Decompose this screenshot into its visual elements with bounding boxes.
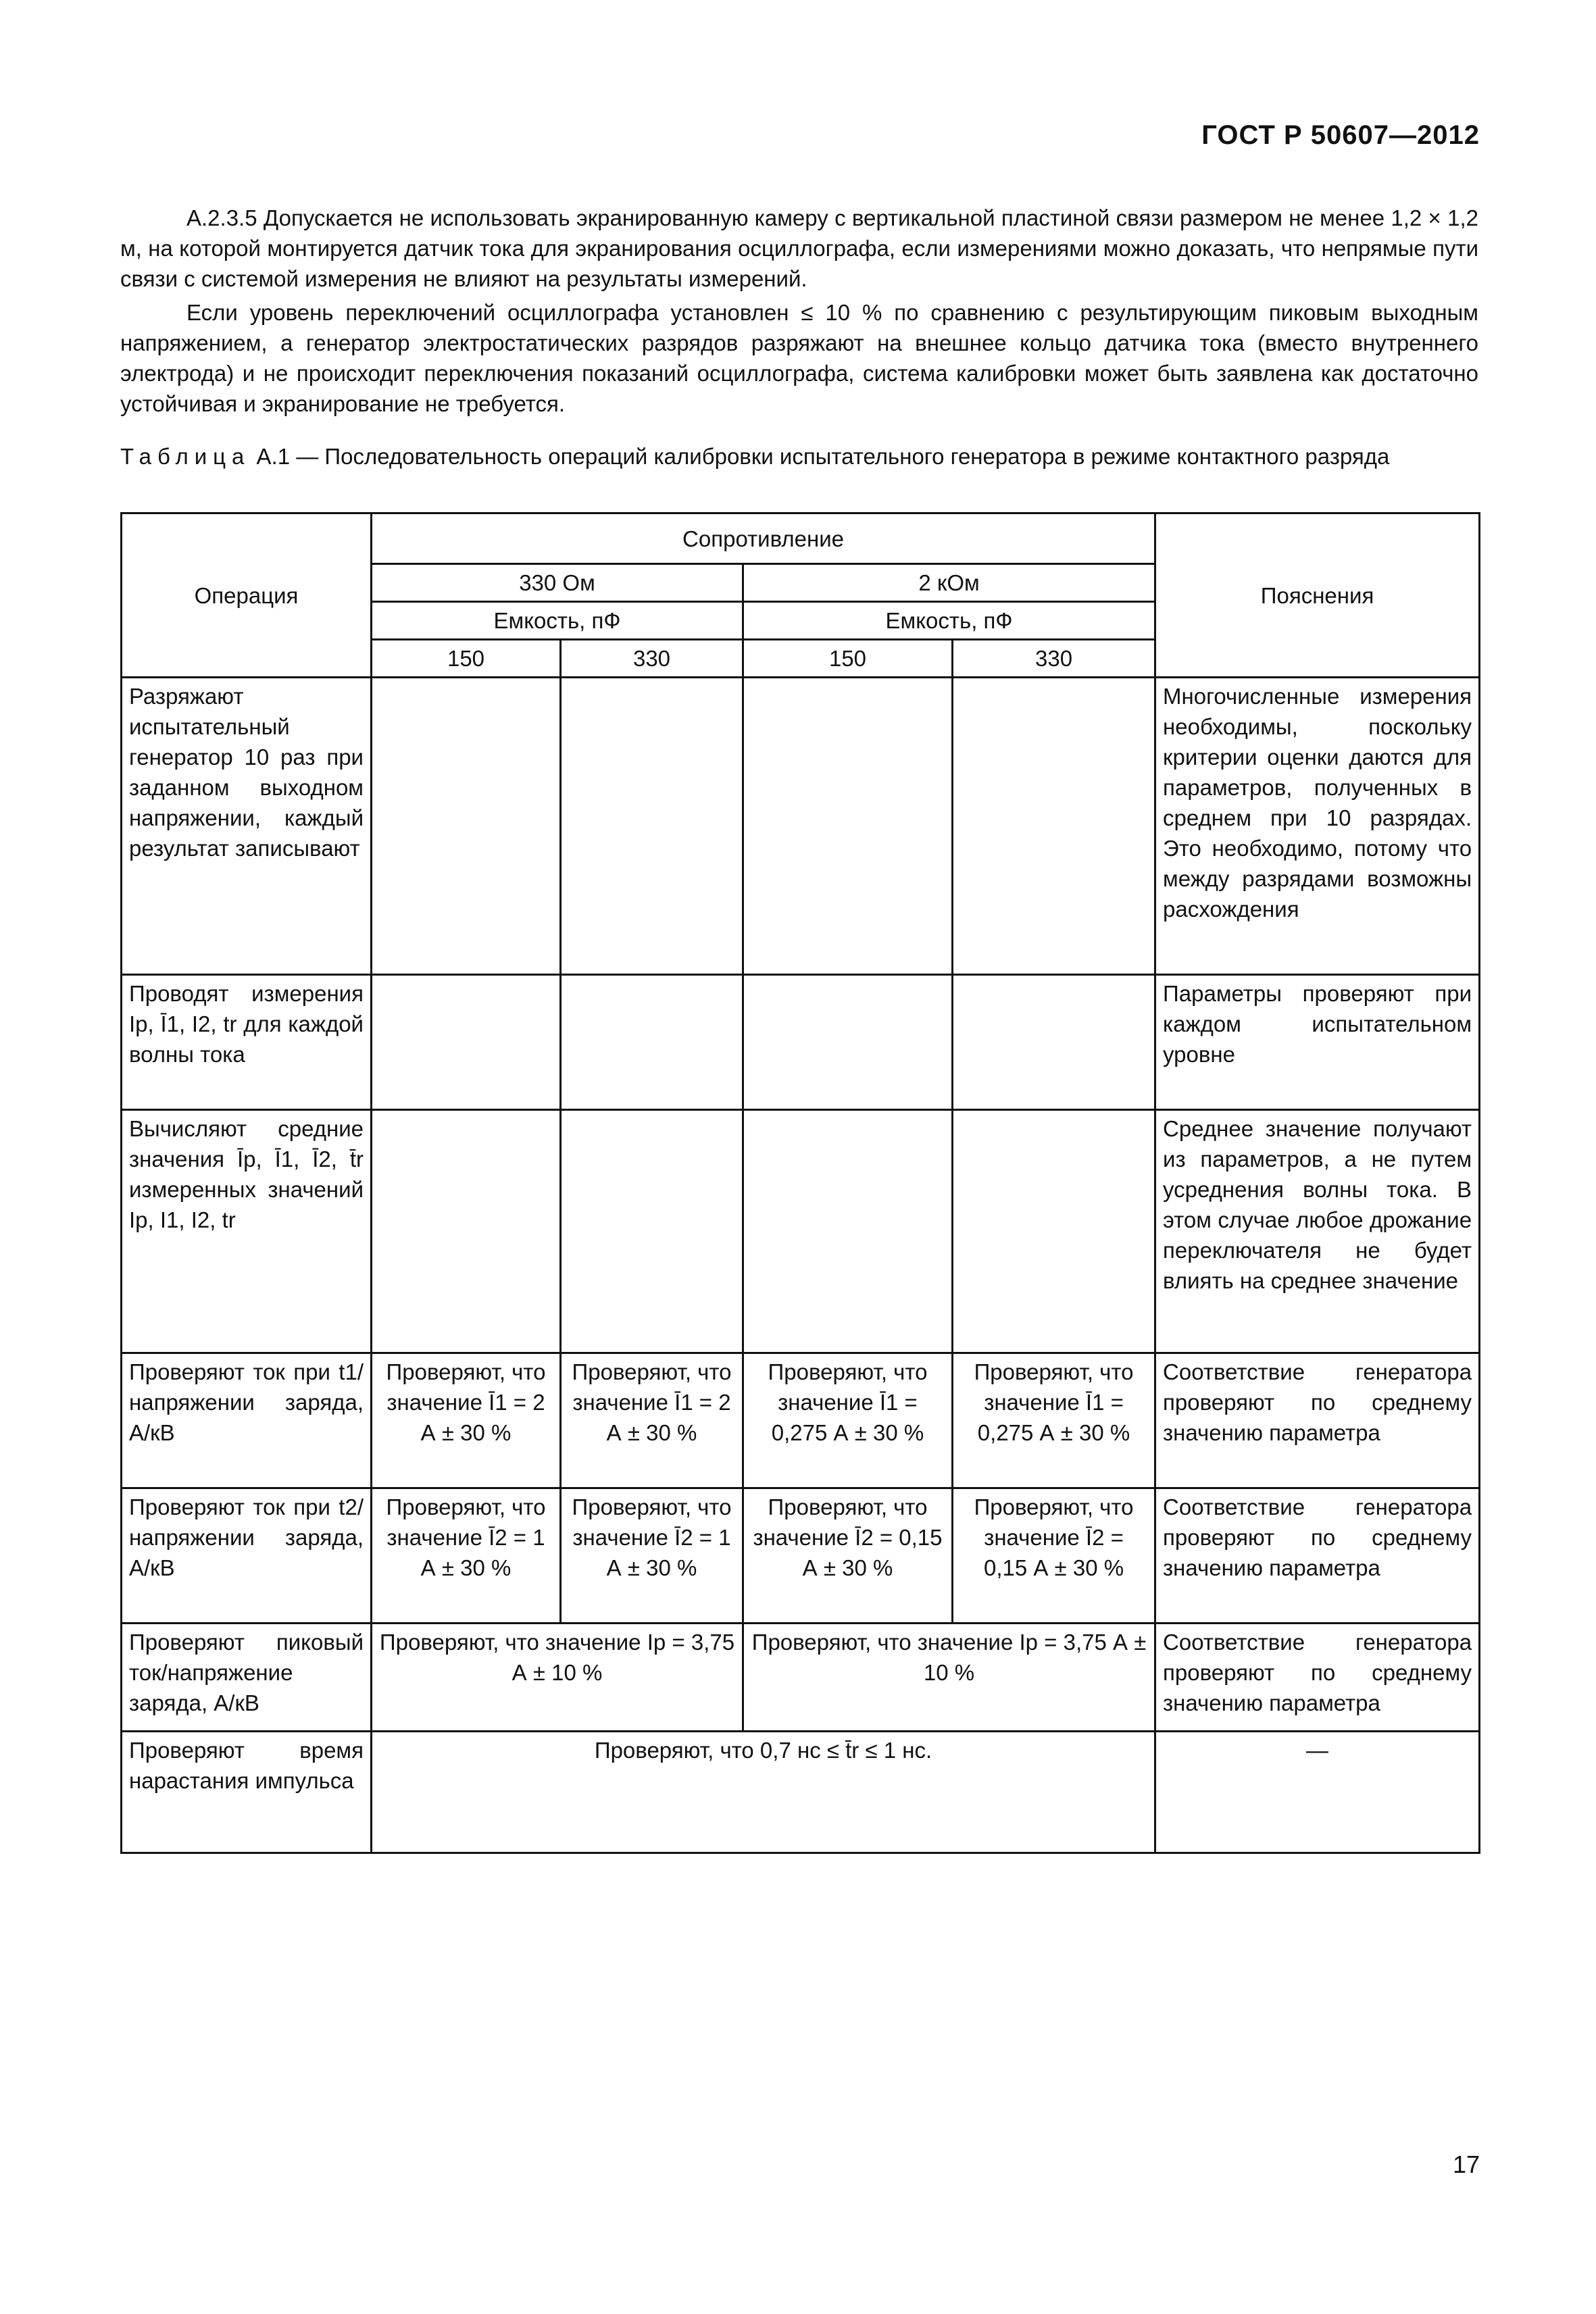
empty-cell — [953, 678, 1155, 975]
calibration-table — [120, 512, 1480, 1854]
table-caption-title: А.1 — Последовательность операций калибровки испытательного генератора в режиме контактного разряда — [250, 444, 1390, 469]
value-cell: Проверяют, что значение Ī2 = 1 А ± 30 % — [372, 1488, 561, 1624]
value-cell: Проверяют, что значение Ī1 = 2 А ± 30 % — [372, 1353, 561, 1488]
empty-cell — [561, 1110, 743, 1353]
table-row — [122, 1732, 1480, 1853]
empty-cell — [953, 1110, 1155, 1353]
header-capacitance-2: Емкость, пФ — [743, 602, 1155, 640]
operation-cell: Проверяют время нарастания импульса — [122, 1732, 372, 1853]
note-cell: Соответствие генератора проверяют по среднему значению параметра — [1155, 1624, 1480, 1732]
operation-cell: Проверяют пиковый ток/напряжение заряда, А/кВ — [122, 1624, 372, 1732]
paragraph-a235-text: А.2.3.5 Допускается не использовать экранированную камеру с вертикальной пластиной связи размером не менее 1,2 × 1,2 м, на которой монтируется датчик тока для экранирования осциллографа, если измерениями можно доказать, что непрямые пути связи с системой измерения не влияют на результаты измерений. — [120, 205, 1478, 291]
empty-cell — [372, 678, 561, 975]
empty-cell — [743, 1110, 953, 1353]
empty-cell — [743, 678, 953, 975]
note-cell: Соответствие генератора проверяют по среднему значению параметра — [1155, 1353, 1480, 1488]
value-cell: Проверяют, что значение Ī2 = 0,15 А ± 30 % — [743, 1488, 953, 1624]
paragraph-oscillograph-text: Если уровень переключений осциллографа установлен ≤ 10 % по сравнению с результирующим пиковым выходным напряжением, а генератор электростатических разрядов разряжают на внешнее кольцо датчика тока (вместо внутреннего электрода) и не происходит переключения показаний осциллографа, система калибровки может быть заявлена как достаточно устойчивая и экранирование не требуется. — [120, 300, 1478, 416]
table-row — [122, 975, 1480, 1110]
empty-cell — [372, 975, 561, 1110]
table-caption-word: Таблица — [120, 444, 251, 469]
value-cell-rise-time: Проверяют, что 0,7 нс ≤ t̄r ≤ 1 нс. — [372, 1732, 1155, 1853]
empty-cell — [953, 975, 1155, 1110]
value-cell: Проверяют, что значение Ī1 = 0,275 А ± 30 % — [743, 1353, 953, 1488]
table-row — [122, 1624, 1480, 1732]
table-row — [122, 1488, 1480, 1624]
empty-cell — [372, 1110, 561, 1353]
empty-cell — [561, 975, 743, 1110]
empty-cell — [743, 975, 953, 1110]
note-cell: Многочисленные измерения необходимы, поскольку критерии оценки даются для параметров, полученных в среднем при 10 разрядах. Это необходимо, потому что между разрядами возможны расхождения — [1155, 678, 1480, 975]
value-cell: Проверяют, что значение Ī2 = 1 А ± 30 % — [561, 1488, 743, 1624]
header-cap-330-a: 330 — [561, 640, 743, 678]
page-number: 17 — [1452, 2150, 1480, 2178]
value-cell: Проверяют, что значение Ī1 = 2 А ± 30 % — [561, 1353, 743, 1488]
value-cell: Проверяют, что значение Ī1 = 0,275 А ± 30 % — [953, 1353, 1155, 1488]
header-resistance: Сопротивление — [372, 513, 1155, 564]
header-cap-150-b: 150 — [743, 640, 953, 678]
header-operation: Операция — [122, 513, 372, 678]
note-cell: Параметры проверяют при каждом испытательном уровне — [1155, 975, 1480, 1110]
operation-cell: Проверяют ток при t2/напряжении заряда, А/кВ — [122, 1488, 372, 1624]
header-capacitance-1: Емкость, пФ — [372, 602, 743, 640]
empty-cell — [561, 678, 743, 975]
header-notes: Пояснения — [1155, 513, 1480, 678]
value-cell-330-ohm: Проверяют, что значение Ip = 3,75 А ± 10 % — [372, 1624, 743, 1732]
header-2-kohm: 2 кОм — [743, 564, 1155, 602]
note-cell: Среднее значение получают из параметров, а не путем усреднения волны тока. В этом случае любое дрожание переключателя не будет влиять на среднее значение — [1155, 1110, 1480, 1353]
document-designation: ГОСТ Р 50607—2012 — [1201, 120, 1480, 150]
operation-cell: Проводят измерения Ip, Ī1, I2, tr для каждой волны тока — [122, 975, 372, 1110]
note-cell: — — [1155, 1732, 1480, 1853]
paragraph-a235 — [120, 203, 1478, 294]
operation-cell: Вычисляют средние значения Īp, Ī1, Ī2, t̄r измеренных значений Ip, I1, I2, tr — [122, 1110, 372, 1353]
value-cell-2-kohm: Проверяют, что значение Ip = 3,75 А ± 10 % — [743, 1624, 1155, 1732]
value-cell: Проверяют, что значение Ī2 = 0,15 А ± 30 % — [953, 1488, 1155, 1624]
header-cap-150-a: 150 — [372, 640, 561, 678]
header-330-ohm: 330 Ом — [372, 564, 743, 602]
note-cell: Соответствие генератора проверяют по среднему значению параметра — [1155, 1488, 1480, 1624]
operation-cell: Проверяют ток при t1/напряжении заряда, А/кВ — [122, 1353, 372, 1488]
table-row — [122, 678, 1480, 975]
table-row — [122, 1110, 1480, 1353]
paragraph-oscillograph-switching — [120, 297, 1478, 419]
table-caption — [120, 441, 1478, 472]
header-cap-330-b: 330 — [953, 640, 1155, 678]
operation-cell: Разряжают испытательный генератор 10 раз при заданном выходном напряжении, каждый результат записывают — [122, 678, 372, 975]
table-row — [122, 1353, 1480, 1488]
